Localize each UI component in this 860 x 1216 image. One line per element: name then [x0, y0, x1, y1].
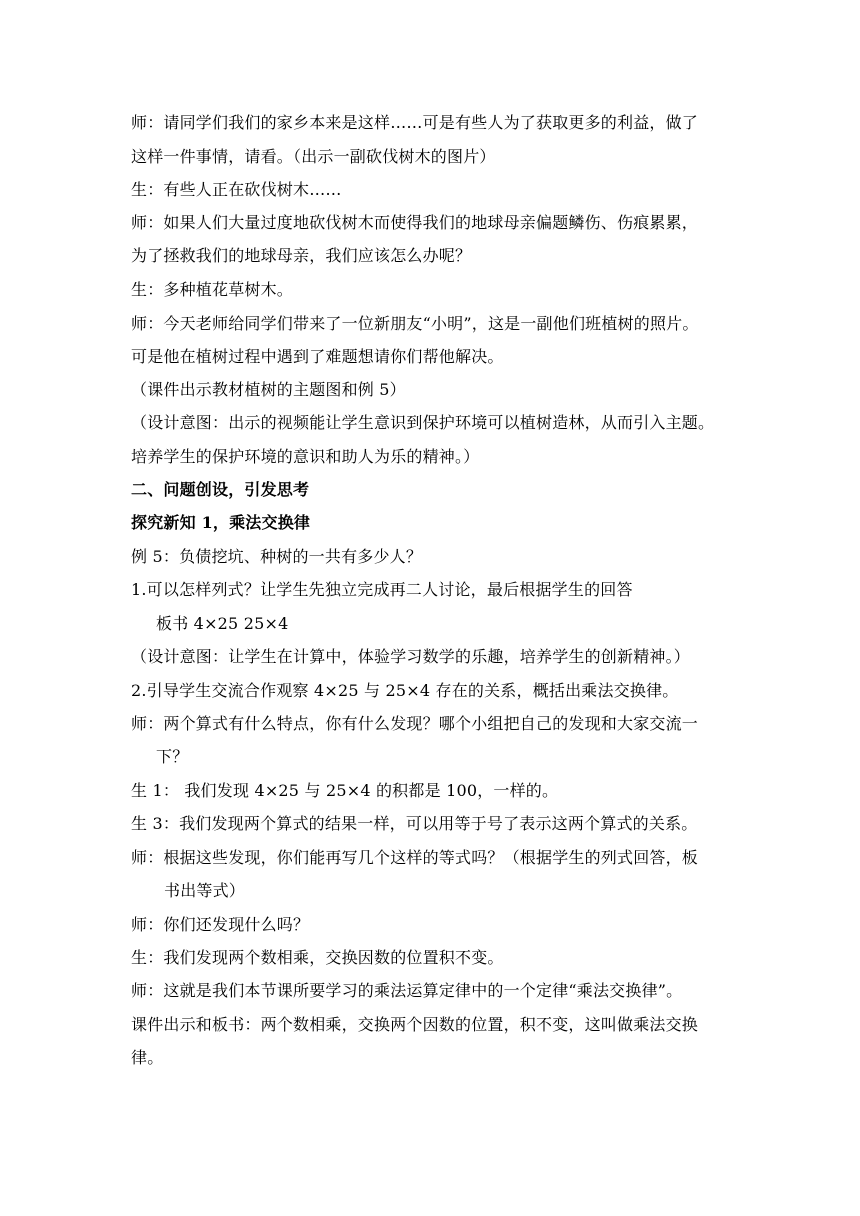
section-heading: 二、问题创设，引发思考	[131, 480, 310, 499]
paragraph-line: 书出等式）	[164, 881, 246, 900]
paragraph-line: 生：多种植花草树木。	[131, 280, 294, 299]
subsection-heading: 探究新知 1，乘法交换律	[131, 513, 311, 532]
paragraph-line: 师：这就是我们本节课所要学习的乘法运算定律中的一个定律“乘法交换律”。	[131, 981, 683, 1000]
paragraph-line: （课件出示教材植树的主题图和例 5）	[131, 380, 406, 399]
paragraph-line: 师：两个算式有什么特点，你有什么发现？哪个小组把自己的发现和大家交流一	[131, 714, 699, 733]
paragraph-line: 师：如果人们大量过度地砍伐树木而使得我们的地球母亲偏题鳞伤、伤痕累累，	[131, 213, 699, 232]
paragraph-line: 生：有些人正在砍伐树木……	[131, 180, 342, 199]
paragraph-line: 师：今天老师给同学们带来了一位新朋友“小明”，这是一副他们班植树的照片。	[131, 314, 699, 333]
paragraph-line: 师：你们还发现什么吗？	[131, 915, 310, 934]
paragraph-line: 为了拯救我们的地球母亲，我们应该怎么办呢？	[131, 246, 472, 265]
paragraph-line: 可是他在植树过程中遇到了难题想请你们帮他解决。	[131, 347, 504, 366]
paragraph-line: （设计意图：出示的视频能让学生意识到保护环境可以植树造林，从而引入主题。	[131, 413, 715, 432]
paragraph-line: 1.可以怎样列式？让学生先独立完成再二人讨论，最后根据学生的回答	[131, 580, 633, 599]
paragraph-line: 例 5：负债挖坑、种树的一共有多少人？	[131, 547, 423, 566]
paragraph-line: 生：我们发现两个数相乘，交换因数的位置积不变。	[131, 948, 504, 967]
paragraph-line: 这样一件事情，请看。（出示一副砍伐树木的图片）	[131, 147, 496, 166]
paragraph-line: 培养学生的保护环境的意识和助人为乐的精神。）	[131, 447, 480, 466]
paragraph-line: 2.引导学生交流合作观察 4×25 与 25×4 存在的关系，概括出乘法交换律。	[131, 681, 679, 700]
paragraph-line: （设计意图：让学生在计算中，体验学习数学的乐趣，培养学生的创新精神。）	[131, 647, 691, 666]
paragraph-line: 板书 4×25 25×4	[156, 614, 289, 633]
paragraph-line: 师：根据这些发现，你们能再写几个这样的等式吗？（根据学生的列式回答，板	[131, 848, 699, 867]
paragraph-line: 生 1： 我们发现 4×25 与 25×4 的积都是 100，一样的。	[131, 781, 559, 800]
paragraph-line: 律。	[131, 1048, 164, 1067]
paragraph-line: 生 3：我们发现两个算式的结果一样，可以用等于号了表示这两个算式的关系。	[131, 814, 698, 833]
paragraph-line: 师：请同学们我们的家乡本来是这样……可是有些人为了获取更多的利益，做了	[131, 113, 699, 132]
paragraph-line: 下？	[156, 747, 189, 766]
paragraph-line: 课件出示和板书：两个数相乘，交换两个因数的位置，积不变，这叫做乘法交换	[131, 1015, 699, 1034]
